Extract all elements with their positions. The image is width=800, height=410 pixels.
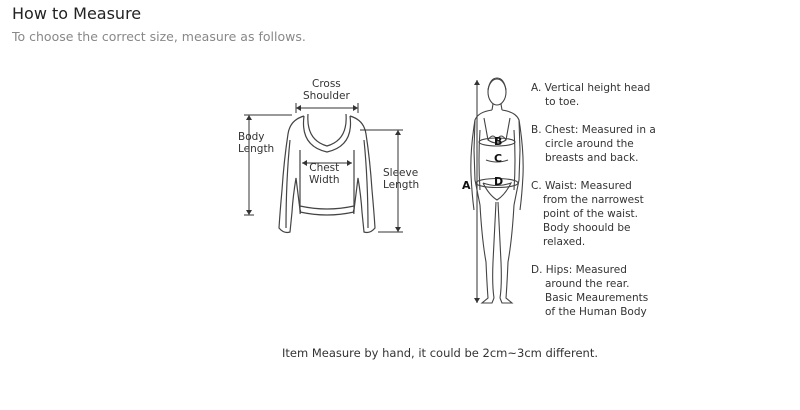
page-subtitle: To choose the correct size, measure as follows. bbox=[12, 29, 306, 44]
description-d-line3: Basic Meaurements bbox=[545, 292, 649, 304]
body-marker-a: A bbox=[462, 179, 471, 192]
body-figure bbox=[471, 78, 523, 303]
description-a-line1: A. Vertical height head bbox=[531, 82, 651, 94]
description-d-line4: of the Human Body bbox=[545, 306, 647, 318]
description-d-line2: around the rear. bbox=[545, 278, 630, 290]
body-length-label bbox=[238, 131, 274, 155]
chest-width-label-line2: Width bbox=[309, 174, 340, 186]
body-length-label-line2: Length bbox=[238, 143, 275, 155]
cross-shoulder-label-line1: Cross bbox=[311, 78, 341, 90]
body-marker-b: B bbox=[494, 135, 503, 148]
description-b-line1: B. Chest: Measured in a bbox=[531, 124, 656, 136]
description-d bbox=[531, 263, 648, 319]
sleeve-length-label bbox=[383, 167, 419, 191]
page-title: How to Measure bbox=[12, 4, 142, 23]
cross-shoulder-label bbox=[303, 78, 350, 102]
sleeve-length-label-line2: Length bbox=[383, 179, 420, 191]
sleeve-length-label-line1: Sleeve bbox=[383, 167, 419, 179]
measurement-note: Item Measure by hand, it could be 2cm~3cm different. bbox=[281, 346, 599, 360]
description-d-line1: D. Hips: Measured bbox=[531, 264, 627, 276]
chest-width-label bbox=[309, 162, 340, 186]
description-b-line3: breasts and back. bbox=[545, 152, 639, 164]
description-a-line2: to toe. bbox=[545, 96, 580, 108]
description-c-line1: C. Waist: Measured bbox=[531, 180, 632, 192]
description-c-line5: relaxed. bbox=[543, 236, 586, 248]
description-c bbox=[531, 179, 644, 249]
description-c-line3: point of the waist. bbox=[543, 208, 639, 220]
body-marker-d: D bbox=[494, 175, 504, 188]
body-length-label-line1: Body bbox=[238, 131, 265, 143]
description-c-line4: Body shoould be bbox=[543, 222, 631, 234]
description-a bbox=[531, 81, 650, 109]
chest-width-label-line1: Chest bbox=[309, 162, 340, 174]
body-marker-c: C bbox=[494, 152, 503, 165]
description-b-line2: circle around the bbox=[545, 138, 634, 150]
description-c-line2: from the narrowest bbox=[543, 194, 644, 206]
cross-shoulder-label-line2: Shoulder bbox=[303, 90, 350, 102]
description-b bbox=[531, 123, 656, 165]
